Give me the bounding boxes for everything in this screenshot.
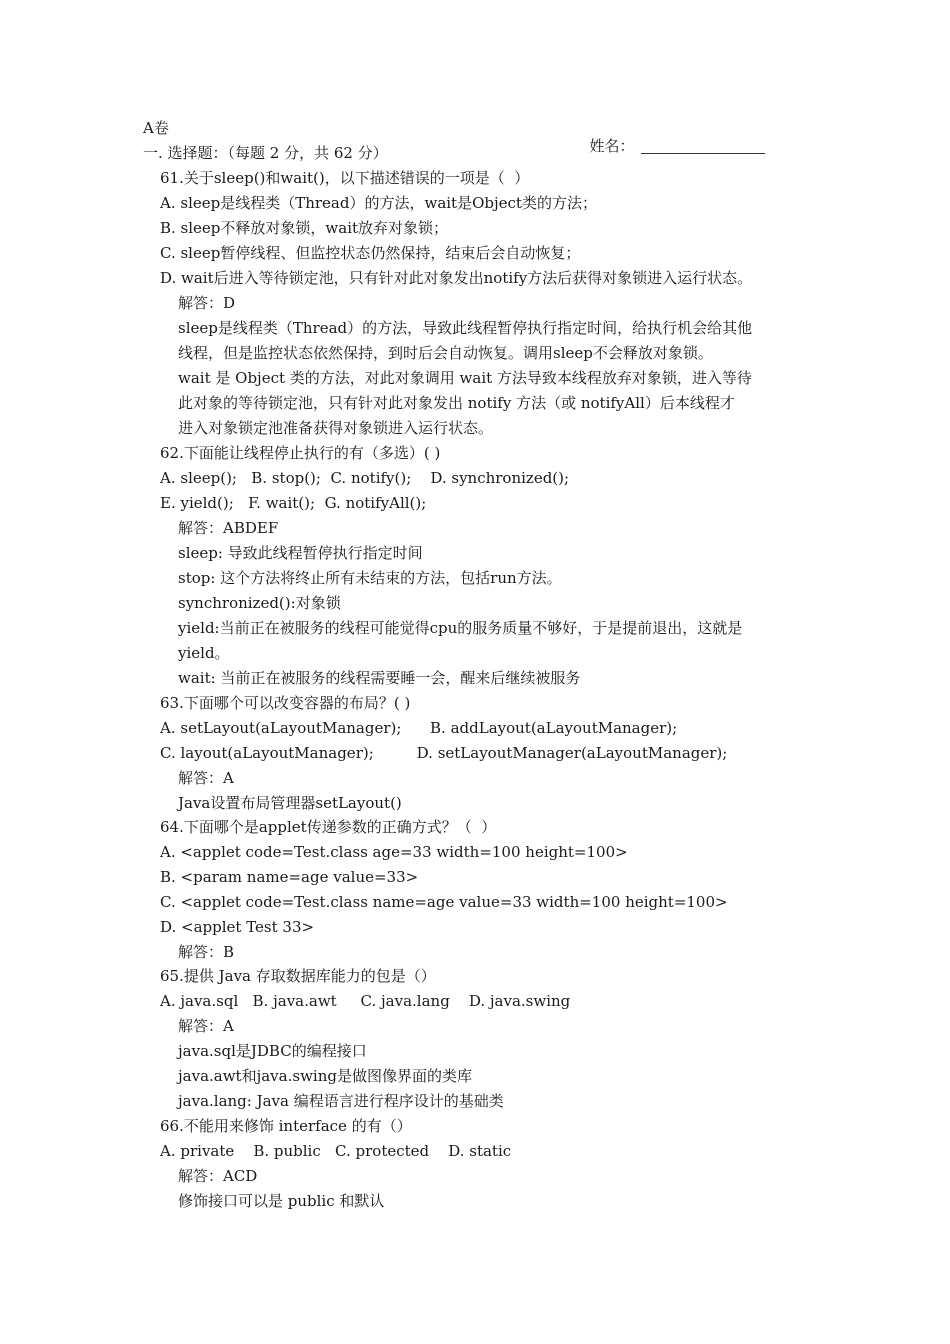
option: E. yield(); F. wait(); G. notifyAll(); (160, 494, 427, 512)
option: A. <applet code=Test.class age=33 width=100 height=100> (160, 843, 628, 861)
option: C. sleep暂停线程、但监控状态仍然保持，结束后会自动恢复； (160, 244, 581, 262)
answer: 解答：B (178, 943, 235, 961)
answer: 解答：D (178, 294, 236, 312)
explanation-line: Java设置布局管理器setLayout() (178, 794, 402, 812)
explanation-line: sleep是线程类（Thread）的方法，导致此线程暂停执行指定时间，给执行机会给其他 (178, 319, 753, 337)
explanation-line: 线程，但是监控状态依然保持，到时后会自动恢复。调用sleep不会释放对象锁。 (178, 344, 713, 362)
explanation-line: wait 是 Object 类的方法，对此对象调用 wait 方法导致本线程放弃对象锁，进入等待 (178, 369, 752, 387)
option: B. <param name=age value=33> (160, 868, 419, 886)
option: A. java.sql B. java.awt C. java.lang D. java.swing (160, 992, 571, 1010)
explanation-line: java.sql是JDBC的编程接口 (178, 1042, 367, 1060)
option: A. setLayout(aLayoutManager); B. addLayout(aLayoutManager); (160, 719, 678, 737)
explanation-line: java.awt和java.swing是做图像界面的类库 (178, 1067, 472, 1085)
question-64: 64.下面哪个是applet传递参数的正确方式？（ ） (160, 818, 497, 836)
question-65: 65.提供 Java 存取数据库能力的包是（） (160, 967, 436, 985)
option: D. <applet Test 33> (160, 918, 315, 936)
option: A. sleep是线程类（Thread）的方法，wait是Object类的方法； (160, 194, 597, 212)
explanation-line: 修饰接口可以是 public 和默认 (178, 1192, 385, 1210)
option: C. layout(aLayoutManager); D. setLayoutManager(aLayoutManager); (160, 744, 728, 762)
explanation-line: synchronized():对象锁 (178, 594, 341, 612)
explanation-line: stop: 这个方法将终止所有未结束的方法，包括run方法。 (178, 569, 562, 587)
answer: 解答：A (178, 1017, 234, 1035)
explanation-line: yield:当前正在被服务的线程可能觉得cpu的服务质量不够好，于是提前退出，这就是 (178, 619, 743, 637)
explanation-line: 进入对象锁定池准备获得对象锁进入运行状态。 (178, 419, 494, 437)
section-title: 一. 选择题：（每题 2 分，共 62 分） (143, 144, 388, 162)
question-66: 66.不能用来修饰 interface 的有（） (160, 1117, 412, 1135)
explanation-line: java.lang: Java 编程语言进行程序设计的基础类 (178, 1092, 504, 1110)
question-61: 61.关于sleep()和wait()，以下描述错误的一项是（ ） (160, 169, 530, 187)
question-63: 63.下面哪个可以改变容器的布局？( ) (160, 694, 411, 712)
name-field[interactable] (580, 119, 765, 155)
answer: 解答：A (178, 769, 234, 787)
option: C. <applet code=Test.class name=age value=33 width=100 height=100> (160, 893, 728, 911)
header-volume: A卷 (143, 119, 169, 137)
answer: 解答：ACD (178, 1167, 258, 1185)
option: A. sleep(); B. stop(); C. notify(); D. synchronized(); (160, 469, 570, 487)
explanation-line: yield。 (178, 644, 230, 662)
question-62: 62.下面能让线程停止执行的有（多选）( ) (160, 444, 441, 462)
name-blank-line[interactable] (641, 139, 765, 154)
name-label: 姓名： (589, 137, 635, 155)
explanation-line: wait: 当前正在被服务的线程需要睡一会，醒来后继续被服务 (178, 669, 581, 687)
explanation-line: 此对象的等待锁定池，只有针对此对象发出 notify 方法（或 notifyAll）后本线程才 (178, 394, 735, 412)
answer: 解答：ABDEF (178, 519, 279, 537)
option: D. wait后进入等待锁定池，只有针对此对象发出notify方法后获得对象锁进入运行状态。 (160, 269, 753, 287)
option: A. private B. public C. protected D. static (160, 1142, 512, 1160)
option: B. sleep不释放对象锁，wait放弃对象锁； (160, 219, 449, 237)
explanation-line: sleep: 导致此线程暂停执行指定时间 (178, 544, 423, 562)
